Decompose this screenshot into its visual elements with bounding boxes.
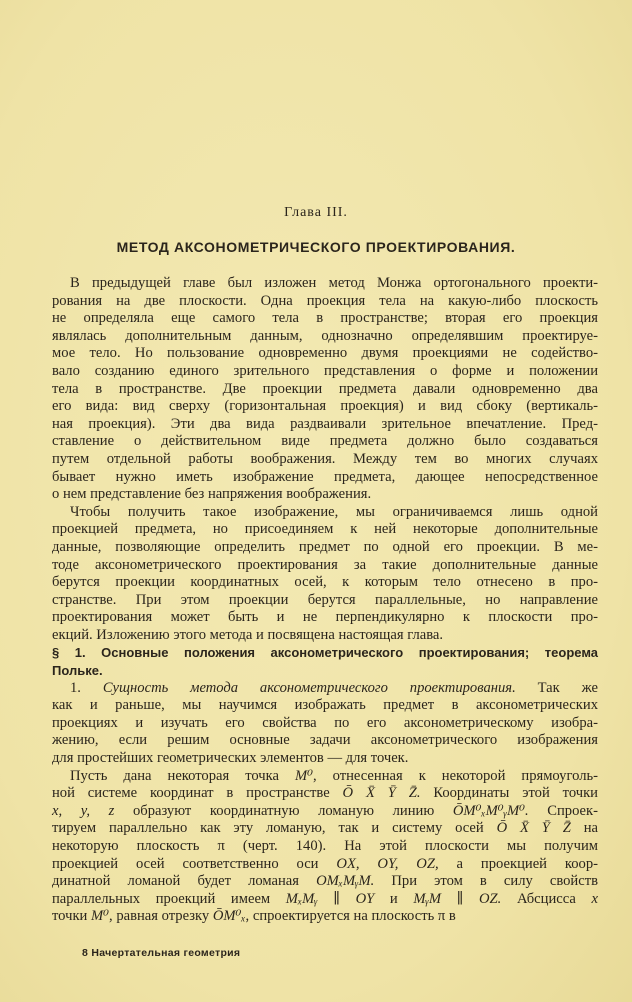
text-line: берутся проекции координатных осей, к которым тело отнесено в про- <box>52 574 598 591</box>
chapter-title: Глава III. <box>284 205 348 220</box>
text-line: жению, если решим основные задачи аксонометрического изображения <box>52 732 598 749</box>
text-line: не определяла еще самого тела в пространстве; вторая его проекция <box>52 310 598 327</box>
text-line <box>52 768 598 786</box>
italic-text: x <box>591 890 598 907</box>
text-line <box>52 891 598 909</box>
text-line: проектирования может быть и не перпендикулярно к плоскости про- <box>52 609 598 626</box>
text-segment: и <box>374 890 414 907</box>
paragraph <box>52 680 598 768</box>
text-line: являлась дополнительным данным, однозначно определявшим проектируе- <box>52 327 598 344</box>
paragraph <box>52 768 598 926</box>
text-line: данные, позволяющие определить предмет по одной его проекции. В ме- <box>52 538 598 555</box>
text-segment: , отнесенная к некоторой прямоуголь- <box>313 767 598 784</box>
italic-text: M⁰ <box>91 908 110 925</box>
text-line: для простейших геометрических элементов — для точек. <box>52 750 409 767</box>
text-segment: ной системе координат в пространстве <box>52 785 343 802</box>
text-segment: проекцией осей соответственно оси <box>52 855 337 872</box>
italic-text: M⁰ <box>294 767 313 784</box>
text-line: В предыдущей главе был изложен метод Монжа ортогонального проекти- <box>70 275 598 291</box>
italic-text: Ō X̄ Ȳ Z̄. <box>342 785 421 802</box>
paragraph <box>52 275 598 504</box>
text-segment: Координаты этой точки <box>420 785 598 802</box>
text-segment: на <box>570 820 599 837</box>
italic-text: ŌM⁰ₓ <box>212 908 246 925</box>
text-segment: образуют координатную ломаную линию <box>114 802 453 819</box>
chapter-heading: МЕТОД АКСОНОМЕТРИЧЕСКОГО ПРОЕКТИРОВАНИЯ. <box>116 239 516 255</box>
text-segment: параллельных проекций имеем <box>52 890 286 907</box>
text-line: проекциях и изучать его свойства по его аксонометрическому изобра- <box>52 714 598 731</box>
section-heading <box>52 644 598 679</box>
text-line <box>52 820 598 838</box>
text-segment: , спроектируется на плоскость π в <box>245 908 456 925</box>
text-line: о нем представление без напряжения воображения. <box>52 486 372 503</box>
text-line <box>52 908 598 926</box>
text-segment: точки <box>52 908 91 925</box>
text-segment: Так же <box>515 679 598 696</box>
text-line: проекцией предмета, но присоединяем к ней некоторые дополнительные <box>52 521 598 538</box>
text-segment: тируем параллельно как эту ломаную, так и систему осей <box>52 820 497 837</box>
text-line: тела в пространстве. Две проекции предмета давали одновременно два <box>52 380 598 397</box>
text-line: как и раньше, мы научимся изображать предмет в аксонометрических <box>52 697 598 714</box>
text-segment: Спроек- <box>528 802 598 819</box>
italic-text: Сущность метода аксонометрического проектирования. <box>102 679 516 696</box>
text-line <box>52 856 598 874</box>
text-line <box>52 680 598 698</box>
paragraph <box>52 504 598 645</box>
text-line: § 1. Основные положения аксонометрического проектирования; теорема <box>52 645 598 661</box>
text-line <box>52 785 598 803</box>
text-line: странстве. При этом проекции берутся параллельные, но направление <box>52 591 598 608</box>
text-line: екций. Изложению этого метода и посвящена настоящая глава. <box>52 626 444 643</box>
text-line: его вида: вид сверху (горизонтальная проекция) и вид сбоку (вертикаль- <box>52 398 598 415</box>
text-segment: , равная отрезку <box>109 908 213 925</box>
text-line: бывает нужно иметь изображение предмета, дающее непосредственное <box>52 468 598 485</box>
italic-text: MₓMᵧ ∥ OY <box>285 890 375 907</box>
text-line: ная проекция). Эти два вида раздваивали зрительное впечатление. Пред- <box>52 415 598 432</box>
page-body <box>52 275 598 926</box>
text-line: Польке. <box>52 663 103 679</box>
text-segment: При этом в силу свойств <box>374 873 598 890</box>
text-line <box>52 803 598 821</box>
text-segment: динатной ломаной будет ломаная <box>52 873 317 890</box>
text-line: некоторую плоскость π (черт. 140). На этой плоскости мы получим <box>52 838 598 854</box>
text-segment: а проекцией коор- <box>438 855 598 872</box>
text-line: рования на две плоскости. Одна проекция тела на какую-либо плоскость <box>52 292 598 309</box>
italic-text: x, y, z <box>52 802 115 819</box>
text-segment: Абсцисса <box>501 890 592 907</box>
text-line: ставление о действительном виде предмета должно было создаваться <box>52 433 598 450</box>
italic-text: MᵧM ∥ OZ. <box>413 890 502 907</box>
text-segment: Пусть дана некоторая точка <box>70 767 295 784</box>
italic-text: OX, OY, OZ, <box>336 855 439 872</box>
text-line: вало созданию единого зрительного представления о форме и положении <box>52 362 598 379</box>
text-segment: 1. <box>70 679 103 696</box>
page-footer-signature: 8 Начертательная геометрия <box>82 947 241 959</box>
text-line: путем отдельной работы воображения. Между тем во многих случаях <box>52 450 598 467</box>
text-line: тоде аксонометрического проектирования за такие дополнительные данные <box>52 556 598 573</box>
italic-text: Ō X̄ Ȳ Z̄ <box>496 820 571 837</box>
italic-text: ŌM⁰ₓM⁰ᵧM⁰. <box>452 802 529 819</box>
italic-text: OMₓMᵧM. <box>316 873 375 890</box>
text-line: мое тело. Но пользование одновременно двумя проекциями не содейство- <box>52 345 598 362</box>
text-line: Чтобы получить такое изображение, мы ограничиваемся лишь одной <box>70 503 598 520</box>
text-line <box>52 873 598 891</box>
